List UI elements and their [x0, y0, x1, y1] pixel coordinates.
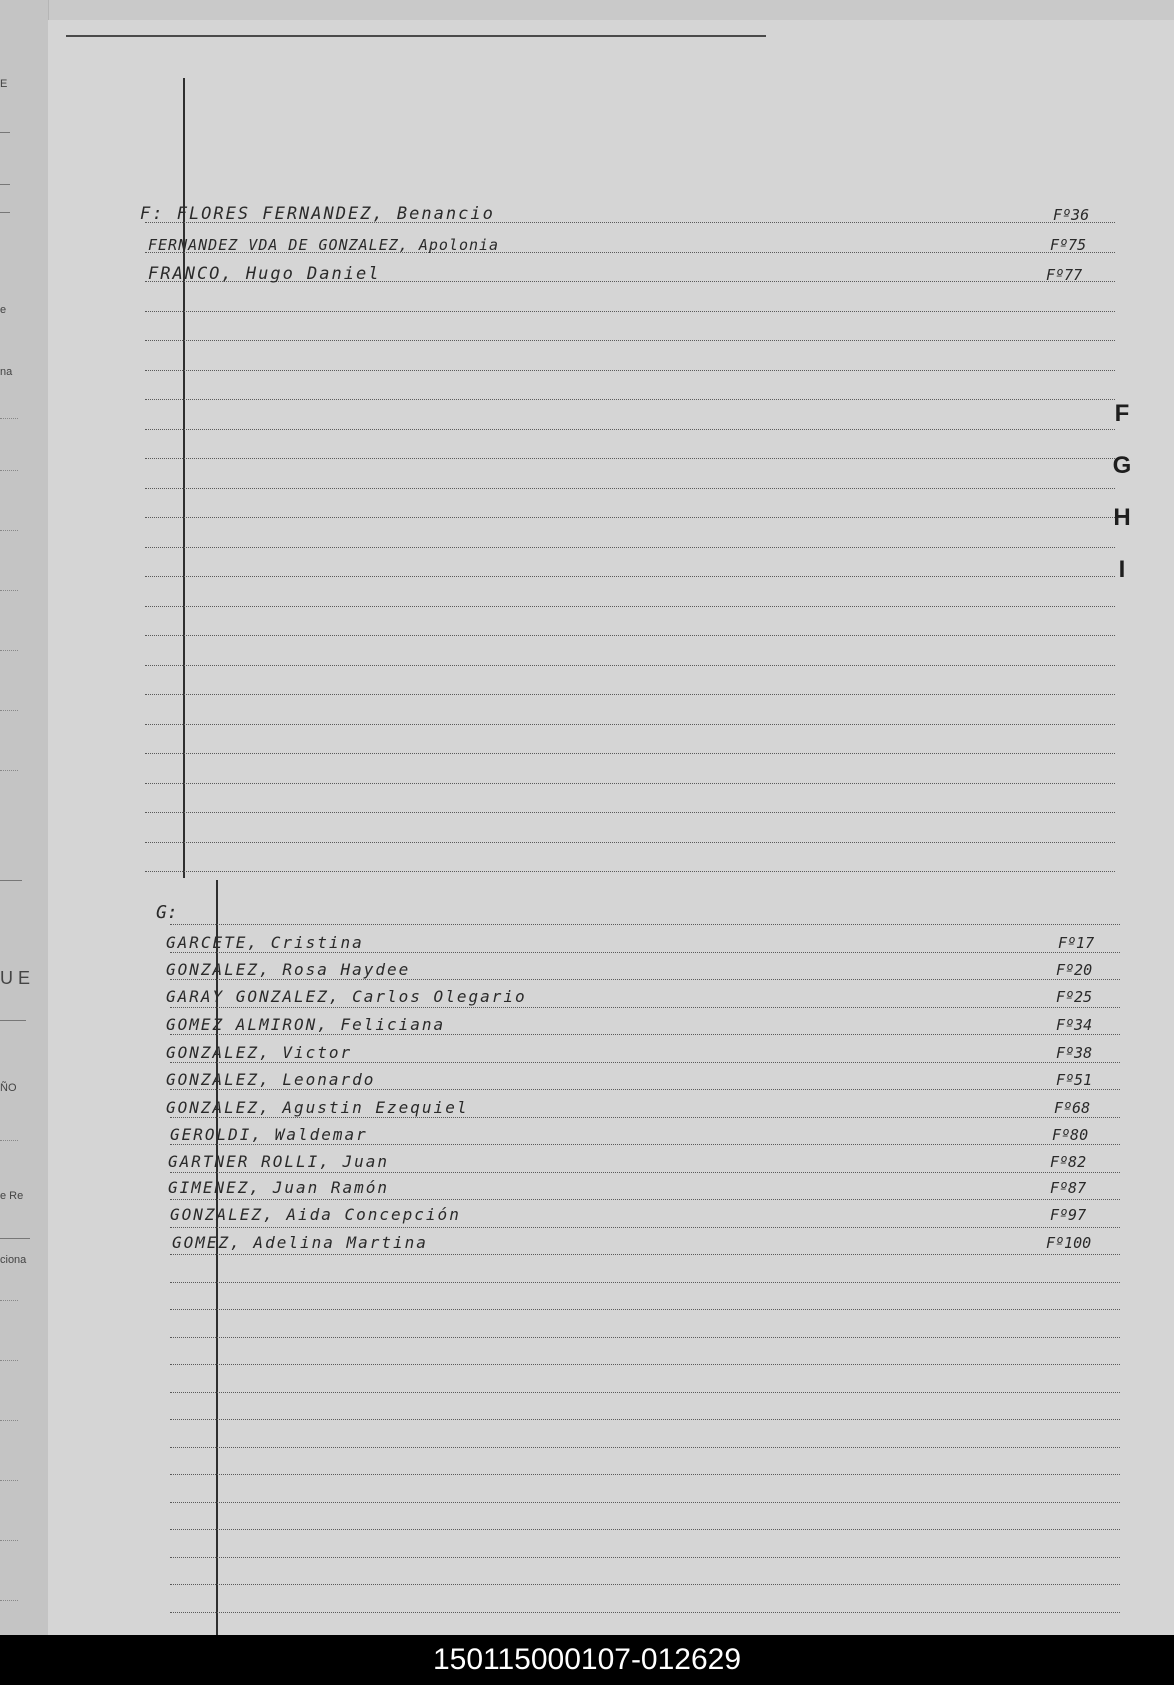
- entry-name: GARAY GONZALEZ, Carlos Olegario: [166, 987, 527, 1006]
- ruled-line: [170, 1364, 1120, 1365]
- list-item: [48, 230, 1174, 258]
- ruled-line: [145, 871, 1115, 872]
- entry-name: GOMEZ, Adelina Martina: [172, 1233, 428, 1252]
- prev-page-dots: [0, 470, 18, 471]
- prev-page-dots: [0, 770, 18, 771]
- previous-page-edge: [0, 0, 49, 1635]
- entry-name: GARTNER ROLLI, Juan: [168, 1152, 390, 1171]
- prev-page-dots: [0, 650, 18, 651]
- ruled-line: [145, 665, 1115, 666]
- ruled-line: [170, 1419, 1120, 1420]
- list-item: [48, 928, 1174, 956]
- ruled-line: [145, 488, 1115, 489]
- entry-folio: Fº36: [1053, 206, 1090, 224]
- prev-page-rule: [0, 1238, 30, 1239]
- list-item: [48, 982, 1174, 1010]
- prev-page-fragment: e Re: [0, 1190, 24, 1202]
- list-item: [48, 1065, 1174, 1093]
- list-item: [48, 1120, 1174, 1148]
- entry-name: FERNANDEZ VDA DE GONZALEZ, Apolonia: [148, 236, 500, 254]
- prev-page-rule: [0, 132, 10, 133]
- prev-page-dots: [0, 1600, 18, 1601]
- list-item: [48, 1173, 1174, 1201]
- entry-folio: Fº75: [1050, 236, 1087, 254]
- prev-page-fragment: na: [0, 366, 13, 378]
- entry-folio: Fº38: [1056, 1044, 1093, 1062]
- ruled-line: [145, 724, 1115, 725]
- prev-page-fragment: e: [0, 304, 7, 316]
- ruled-line: [145, 340, 1115, 341]
- entry-name: GARCETE, Cristina: [166, 933, 364, 952]
- ruled-line: [170, 1557, 1120, 1558]
- ruled-line: [170, 1474, 1120, 1475]
- prev-page-dots: [0, 1540, 18, 1541]
- list-item: [48, 1038, 1174, 1066]
- ruled-line: [145, 311, 1115, 312]
- ruled-line: [145, 547, 1115, 548]
- index-letter-g: G: [1112, 452, 1132, 479]
- prev-page-dots: [0, 418, 18, 419]
- entry-name: GONZALEZ, Aida Concepción: [170, 1205, 461, 1224]
- ruled-line: [145, 458, 1115, 459]
- ruled-line: [145, 370, 1115, 371]
- ruled-line: [145, 399, 1115, 400]
- ruled-line: [145, 812, 1115, 813]
- ruled-line: [145, 635, 1115, 636]
- ruled-line: [145, 517, 1115, 518]
- ruled-line: [145, 783, 1115, 784]
- prev-page-rule: [0, 880, 22, 881]
- ruled-line: [145, 694, 1115, 695]
- section-header: G:: [156, 902, 178, 923]
- entry-name: GONZALEZ, Leonardo: [166, 1070, 376, 1089]
- entry-name: GONZALEZ, Victor: [166, 1043, 353, 1062]
- ruled-line: [145, 753, 1115, 754]
- entry-folio: Fº51: [1056, 1071, 1093, 1089]
- entry-folio: Fº77: [1046, 266, 1083, 284]
- ruled-line: [145, 429, 1115, 430]
- entry-folio: Fº25: [1056, 988, 1093, 1006]
- list-item: [48, 1010, 1174, 1038]
- ruled-line: [170, 1612, 1120, 1613]
- prev-page-rule: [0, 212, 10, 213]
- ruled-line: [145, 606, 1115, 607]
- prev-page-fragment: U E: [0, 968, 31, 988]
- prev-page-rule: [0, 1020, 26, 1021]
- prev-page-fragment: E: [0, 78, 8, 90]
- entry-folio: Fº80: [1052, 1126, 1089, 1144]
- entry-name: FRANCO, Hugo Daniel: [148, 264, 381, 284]
- entry-folio: Fº100: [1046, 1234, 1092, 1252]
- alphabet-index-tabs: [1110, 400, 1134, 608]
- entry-name: GOMEZ ALMIRON, Feliciana: [166, 1015, 446, 1034]
- entry-name: GIMENEZ, Juan Ramón: [168, 1178, 390, 1197]
- prev-page-dots: [0, 1360, 18, 1361]
- index-letter-f: F: [1114, 400, 1130, 427]
- entry-folio: Fº68: [1054, 1099, 1091, 1117]
- document-id-footer: 150115000107-012629: [0, 1635, 1174, 1685]
- prev-page-dots: [0, 1420, 18, 1421]
- list-item: [48, 260, 1174, 288]
- ruled-line: [170, 1282, 1120, 1283]
- ruled-line: [170, 1529, 1120, 1530]
- entry-name: GONZALEZ, Agustin Ezequiel: [166, 1098, 469, 1117]
- entry-name: GEROLDI, Waldemar: [170, 1125, 368, 1144]
- index-sheet: [48, 20, 1174, 1635]
- index-letter-h: H: [1113, 504, 1131, 531]
- ruled-line: [170, 1392, 1120, 1393]
- margin-line-upper: [183, 78, 185, 878]
- prev-page-dots: [0, 1480, 18, 1481]
- ruled-line: [145, 842, 1115, 843]
- prev-page-dots: [0, 1300, 18, 1301]
- entry-folio: Fº87: [1050, 1179, 1087, 1197]
- list-item: [48, 1200, 1174, 1228]
- entry-folio: Fº34: [1056, 1016, 1093, 1034]
- entry-folio: Fº82: [1050, 1153, 1087, 1171]
- list-item: [48, 200, 1174, 228]
- prev-page-fragment: ÑO: [0, 1082, 17, 1094]
- prev-page-dots: [0, 1140, 18, 1141]
- entry-folio: Fº20: [1056, 961, 1093, 979]
- list-item: [48, 1147, 1174, 1175]
- ruled-line: [145, 576, 1115, 577]
- entry-name: F: FLORES FERNANDEZ, Benancio: [140, 204, 495, 224]
- prev-page-dots: [0, 710, 18, 711]
- list-item: [48, 955, 1174, 983]
- ruled-line: [170, 1309, 1120, 1310]
- prev-page-dots: [0, 590, 18, 591]
- prev-page-dots: [0, 530, 18, 531]
- ruled-line: [170, 1447, 1120, 1448]
- ruled-line: [170, 1502, 1120, 1503]
- ruled-line: [170, 924, 1120, 925]
- list-item: [48, 1093, 1174, 1121]
- prev-page-rule: [0, 184, 10, 185]
- prev-page-fragment: ciona: [0, 1254, 27, 1266]
- entry-folio: Fº97: [1050, 1206, 1087, 1224]
- entry-name: GONZALEZ, Rosa Haydee: [166, 960, 411, 979]
- ruled-line: [170, 1584, 1120, 1585]
- entry-folio: Fº17: [1058, 934, 1095, 952]
- index-letter-i: I: [1118, 556, 1126, 583]
- ruled-line: [170, 1337, 1120, 1338]
- top-rule: [66, 35, 766, 37]
- list-item: [48, 1228, 1174, 1256]
